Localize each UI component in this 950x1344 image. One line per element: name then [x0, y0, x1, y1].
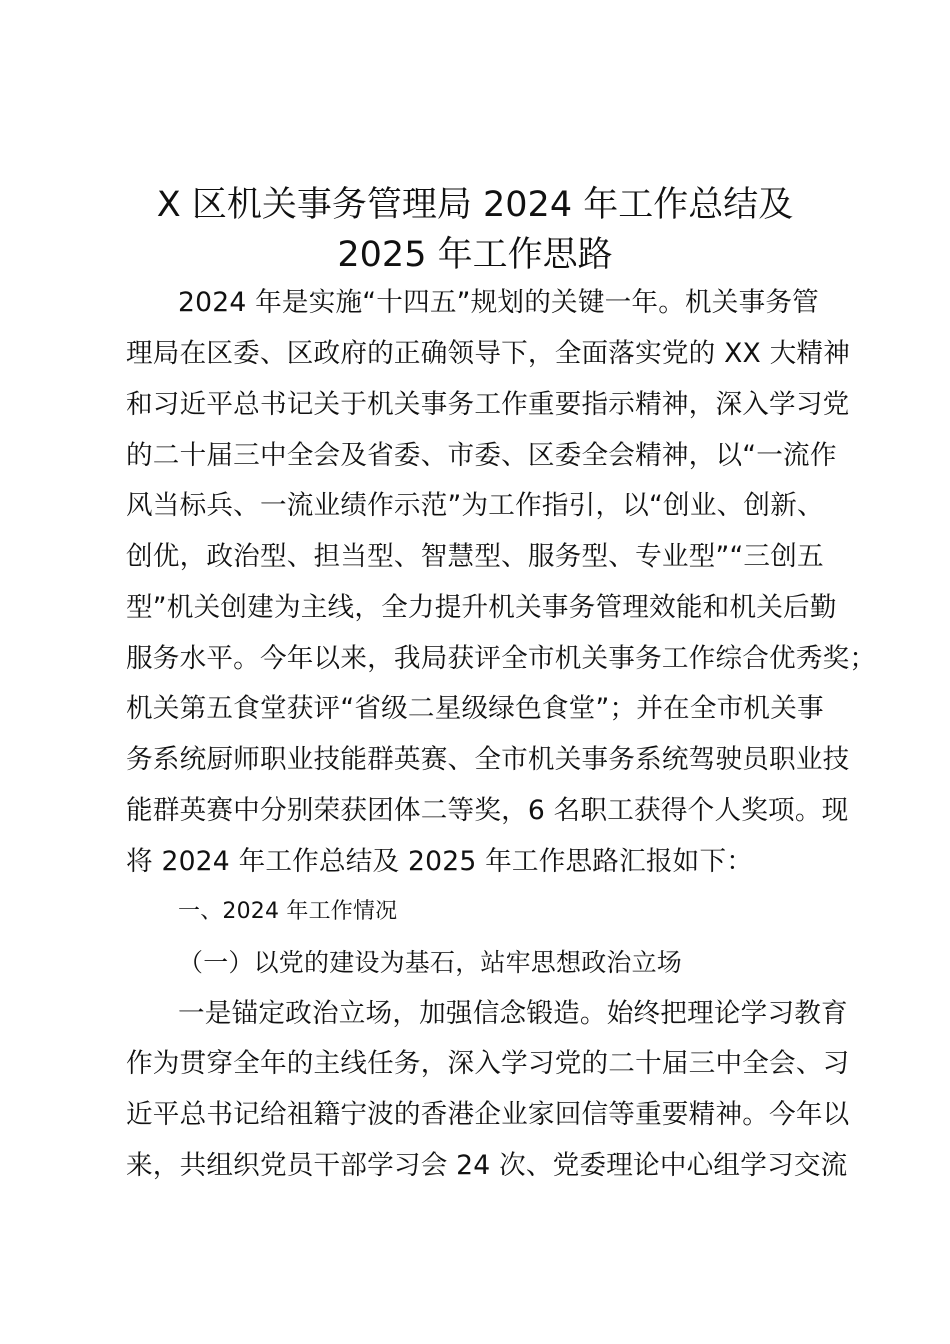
paragraph-1-line-10: 务系统厨师职业技能群英赛、全市机关事务系统驾驶员职业技 — [126, 744, 850, 775]
paragraph-2-line-4: 来，共组织党员干部学习会 24 次、党委理论中心组学习交流 — [126, 1150, 848, 1181]
subsection-heading: （一）以党的建设为基石，站牢思想政治立场 — [178, 948, 683, 977]
paragraph-1-line-1: 2024 年是实施“十四五”规划的关键一年。机关事务管 — [178, 287, 819, 318]
paragraph-1-line-12: 将 2024 年工作总结及 2025 年工作思路汇报如下： — [126, 846, 754, 877]
document-title-line-1: X 区机关事务管理局 2024 年工作总结及 — [156, 185, 794, 225]
paragraph-1-line-8: 服务水平。今年以来，我局获评全市机关事务工作综合优秀奖； — [126, 643, 877, 674]
paragraph-2-line-1: 一是锚定政治立场，加强信念锻造。始终把理论学习教育 — [178, 998, 848, 1029]
paragraph-1-line-3: 和习近平总书记关于机关事务工作重要指示精神，深入学习党 — [126, 389, 850, 420]
paragraph-1-line-6: 创优，政治型、担当型、智慧型、服务型、专业型”“三创五 — [126, 541, 824, 572]
paragraph-1-line-7: 型”机关创建为主线，全力提升机关事务管理效能和机关后勤 — [126, 592, 837, 623]
paragraph-2-line-2: 作为贯穿全年的主线任务，深入学习党的二十届三中全会、习 — [126, 1048, 850, 1079]
document-title-line-2: 2025 年工作思路 — [337, 235, 613, 275]
paragraph-2-line-3: 近平总书记给祖籍宁波的香港企业家回信等重要精神。今年以 — [126, 1099, 850, 1130]
paragraph-1-line-11: 能群英赛中分别荣获团体二等奖，6 名职工获得个人奖项。现 — [126, 795, 849, 826]
paragraph-1-line-4: 的二十届三中全会及省委、市委、区委全会精神，以“一流作 — [126, 440, 837, 471]
paragraph-1-line-9: 机关第五食堂获评“省级二星级绿色食堂”；并在全市机关事 — [126, 693, 824, 724]
paragraph-1-line-2: 理局在区委、区政府的正确领导下，全面落实党的 XX 大精神 — [126, 338, 850, 369]
section-heading: 一、2024 年工作情况 — [178, 899, 398, 924]
paragraph-1-line-5: 风当标兵、一流业绩作示范”为工作指引，以“创业、创新、 — [126, 490, 824, 521]
